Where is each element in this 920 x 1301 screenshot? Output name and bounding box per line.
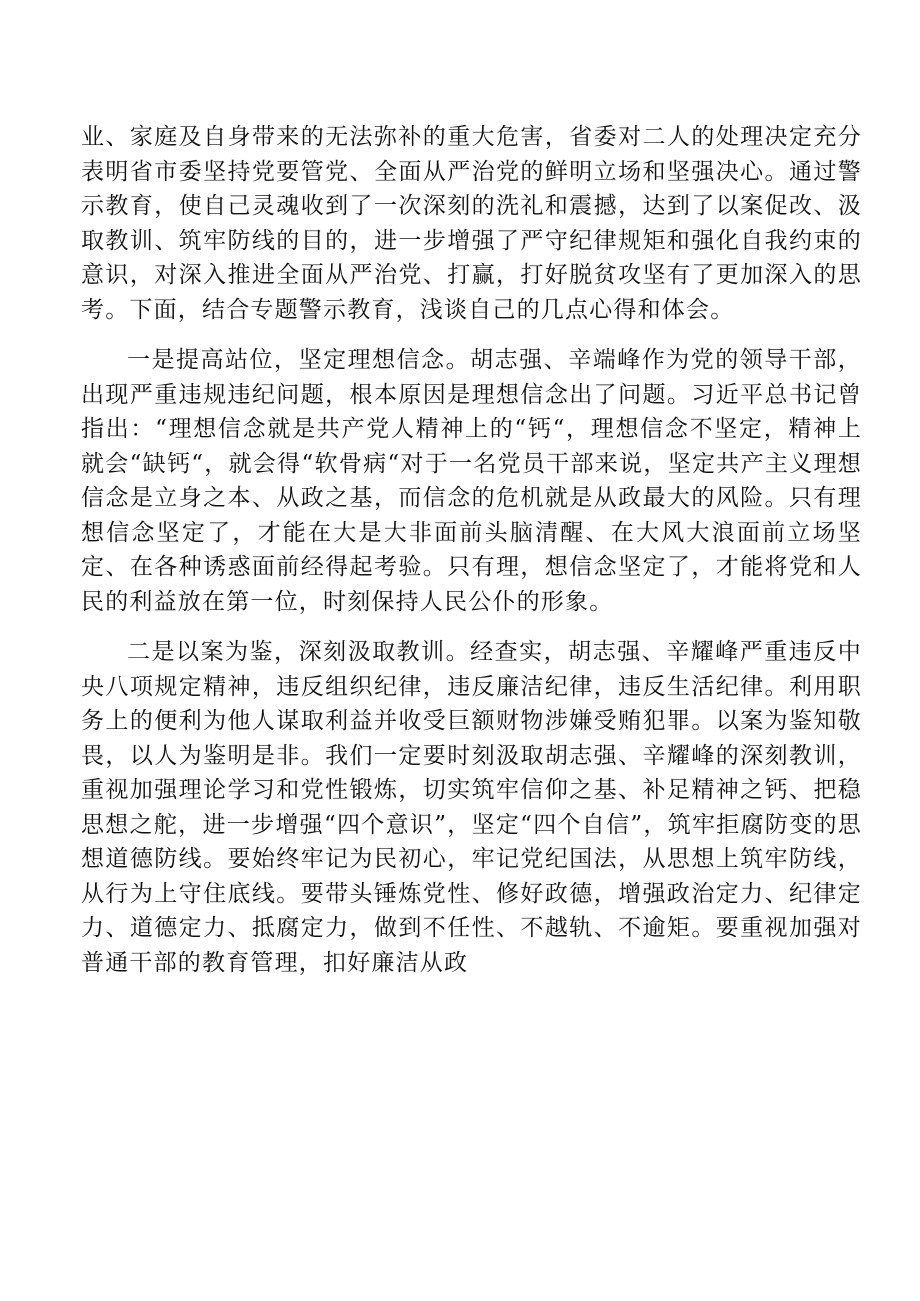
document-body xyxy=(81,120,862,980)
paragraph-spacer xyxy=(81,327,862,343)
paragraph-3: 二是以案为鉴，深刻汲取教训。经查实，胡志强、辛耀峰严重违反中央八项规定精神，违反组织纪律，违反廉洁纪律，违反生活纪律。利用职务上的便利为他人谋取利益并收受巨额财物涉嫌受贿犯罪。以案为鉴知敬畏，以人为鉴明是非。我们一定要时刻汲取胡志强、辛耀峰的深刻教训，重视加强理论学习和党性锻炼，切实筑牢信仰之基、补足精神之钙、把稳思想之舵，进一步增强“四个意识”，坚定“四个自信”，筑牢拒腐防变的思想道德防线。要始终牢记为民初心，牢记党纪国法，从思想上筑牢防线，从行为上守住底线。要带头锤炼党性、修好政德，增强政治定力、纪律定力、道德定力、抵腐定力，做到不任性、不越轨、不逾矩。要重视加强对普通干部的教育管理，扣好廉洁从政 xyxy=(81,639,862,976)
paragraph-spacer xyxy=(81,619,862,635)
paragraph-1: 业、家庭及自身带来的无法弥补的重大危害，省委对二人的处理决定充分表明省市委坚持党要管党、全面从严治党的鲜明立场和坚强决心。通过警示教育，使自己灵魂收到了一次深刻的洗礼和震撼，达到了以案促改、汲取教训、筑牢防线的目的，进一步增强了严守纪律规矩和强化自我约束的意识，对深入推进全面从严治党、打赢，打好脱贫攻坚有了更加深入的思考。下面，结合专题警示教育，浅谈自己的几点心得和体会。 xyxy=(81,124,862,323)
paragraph-2: 一是提高站位，坚定理想信念。胡志强、辛端峰作为党的领导干部，出现严重违规违纪问题，根本原因是理想信念出了问题。习近平总书记曾指出：“理想信念就是共产党人精神上的“钙“，理想信念不坚定，精神上就会“缺钙“，就会得“软骨病“对于一名党员干部来说，坚定共产主义理想信念是立身之本、从政之基，而信念的危机就是从政最大的风险。只有理想信念坚定了，才能在大是大非面前头脑清醒、在大风大浪面前立场坚定、在各种诱惑面前经得起考验。只有理，想信念坚定了，才能将党和人民的利益放在第一位，时刻保持人民公仆的形象。 xyxy=(81,347,862,615)
